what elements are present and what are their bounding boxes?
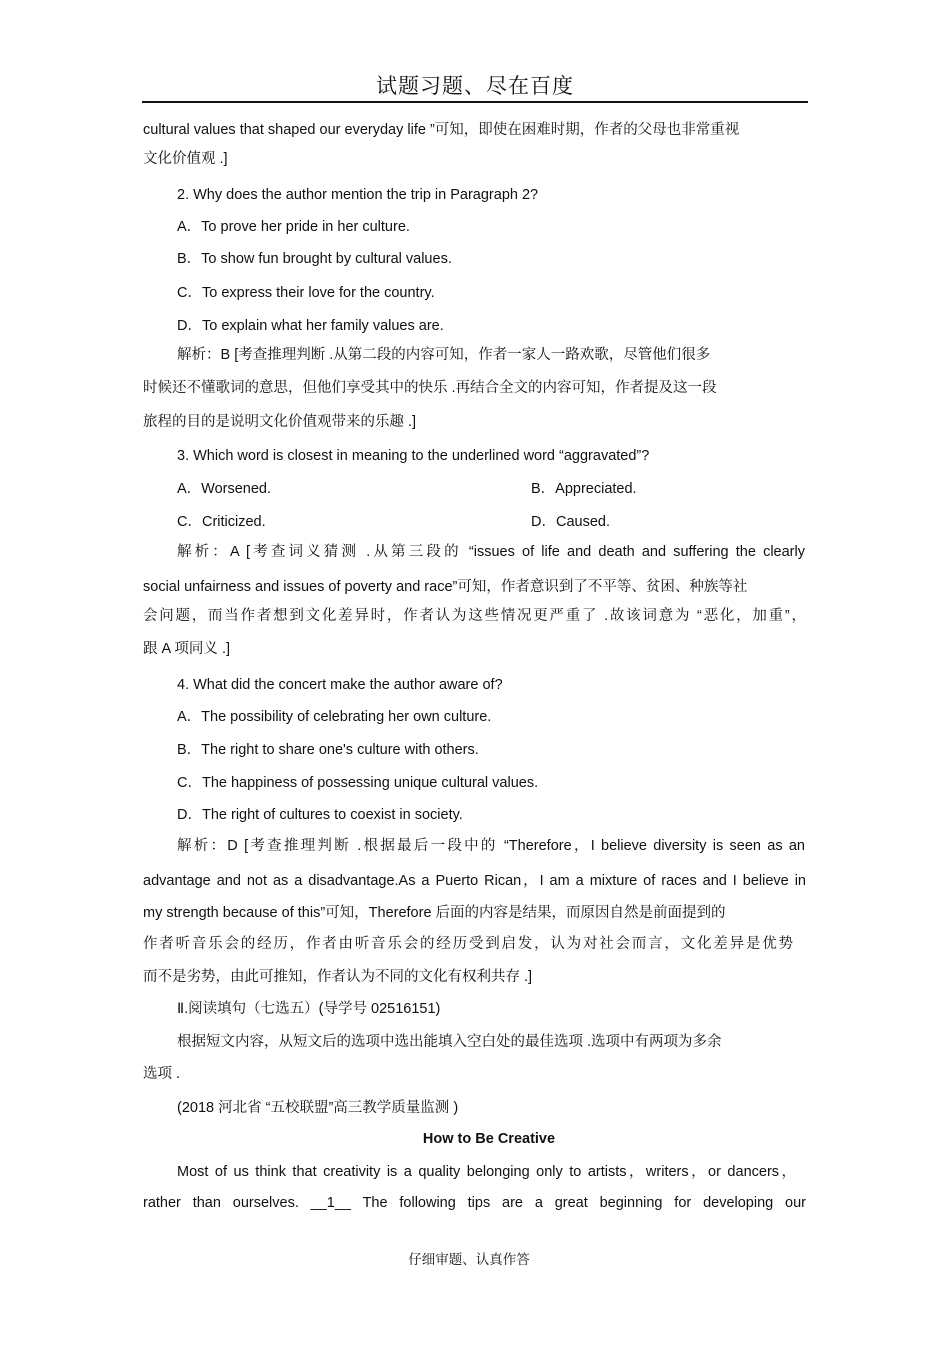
question-3-explanation: 解析：A [考查词义猜测 .从第三段的 “issues of life and death and suffering the clearly xyxy=(177,544,805,560)
question-2-stem: 2. Why does the author mention the trip in Paragraph 2? xyxy=(177,187,539,203)
text-line: 会问题，而当作者想到文化差异时，作者认为这些情况更严重了 .故该词意为 “恶化，加重”， xyxy=(143,608,806,624)
passage-title: How to Be Creative xyxy=(422,1131,556,1147)
instructions: 根据短文内容，从短文后的选项中选出能填入空白处的最佳选项 .选项中有两项为多余 xyxy=(177,1034,722,1050)
text-line: my strength because of this”可知，Therefore 后面的内容是结果，而原因自然是前面提到的 xyxy=(143,905,726,921)
question-4-option-b: B．The right to share one's culture with others. xyxy=(177,742,479,758)
passage-paragraph: Most of us think that creativity is a quality belonging only to artists，writers，or dancers， xyxy=(177,1164,796,1180)
question-2-explanation: 解析：B [考查推理判断 .从第二段的内容可知，作者一家人一路欢歌，尽管他们很多 xyxy=(177,347,711,363)
question-4-option-a: A．The possibility of celebrating her own culture. xyxy=(177,709,492,725)
question-4-option-d: D．The right of cultures to coexist in society. xyxy=(177,807,463,823)
text-line: 选项 . xyxy=(143,1066,181,1082)
text-line: social unfairness and issues of poverty and race”可知，作者意识到了不平等、贫困、种族等社 xyxy=(143,579,748,595)
text-line: 跟 A 项同义 .] xyxy=(143,641,231,657)
question-2-option-c: C．To express their love for the country. xyxy=(177,285,435,301)
page-footer: 仔细审题、认真作答 xyxy=(408,1252,530,1268)
page-header-title: 试题习题、尽在百度 xyxy=(376,74,574,98)
question-2-option-b: B．To show fun brought by cultural values. xyxy=(177,251,452,267)
section-heading: Ⅱ.阅读填句（七选五）(导学号 02516151) xyxy=(177,1001,441,1017)
question-4-stem: 4. What did the concert make the author aware of? xyxy=(177,677,503,693)
text-line: rather than ourselves. __1__ The following tips are a great beginning for developing our xyxy=(143,1195,806,1211)
text-line: advantage and not as a disadvantage.As a Puerto Rican，I am a mixture of races and I believe in xyxy=(143,873,806,889)
header-divider xyxy=(142,101,808,103)
question-4-explanation: 解析：D [考查推理判断 .根据最后一段中的 “Therefore，I believe diversity is seen as an xyxy=(177,838,805,854)
question-2-option-d: D．To explain what her family values are. xyxy=(177,318,444,334)
question-4-option-c: C．The happiness of possessing unique cultural values. xyxy=(177,775,539,791)
question-3-stem: 3. Which word is closest in meaning to the underlined word “aggravated”? xyxy=(177,448,650,464)
question-3-option-b: B．Appreciated. xyxy=(531,481,637,497)
text-line: 作者听音乐会的经历，作者由听音乐会的经历受到启发，认为对社会而言，文化差异是优势 xyxy=(143,936,793,952)
text-line: 而不是劣势，由此可推知，作者认为不同的文化有权利共存 .] xyxy=(143,969,533,985)
text-line: 旅程的目的是说明文化价值观带来的乐趣 .] xyxy=(143,414,417,430)
source-note: (2018 河北省 “五校联盟”高三教学质量监测 ) xyxy=(177,1100,459,1116)
question-2-option-a: A．To prove her pride in her culture. xyxy=(177,219,410,235)
question-3-option-d: D．Caused. xyxy=(531,514,610,530)
text-line: cultural values that shaped our everyday life ”可知，即使在困难时期，作者的父母也非常重视 xyxy=(143,122,740,138)
text-line: 文化价值观 .] xyxy=(143,151,228,167)
text-line: 时候还不懂歌词的意思，但他们享受其中的快乐 .再结合全文的内容可知，作者提及这一段 xyxy=(143,380,717,396)
question-3-option-a: A．Worsened. xyxy=(177,481,272,497)
question-3-option-c: C．Criticized. xyxy=(177,514,266,530)
